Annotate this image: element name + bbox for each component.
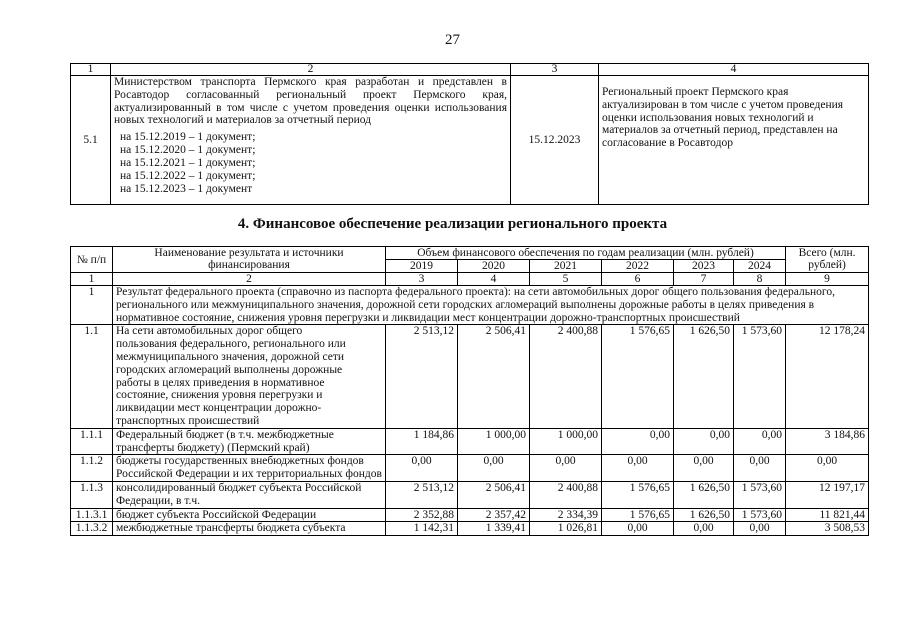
top-header-cell: 1: [71, 64, 111, 76]
value-cell: 0,00: [386, 455, 458, 482]
value-cell: 1 339,41: [458, 522, 530, 536]
value-cell: 2 506,41: [458, 325, 530, 428]
value-cell: 0,00: [602, 522, 674, 536]
index-cell: 7: [674, 273, 734, 286]
value-cell: 2 400,88: [530, 325, 602, 428]
task-description-cell: [111, 76, 511, 205]
result-description: Региональный проект Пермского края актуализирован в том числе с учетом проведения оценки использования новых технологий и материалов за отчетный период, представлен на согласование в Росавтодор: [599, 76, 869, 205]
total-cell: 12 197,17: [786, 481, 869, 508]
value-cell: 0,00: [458, 455, 530, 482]
row-name: бюджет субъекта Российской Федерации: [113, 508, 386, 522]
value-cell: 0,00: [674, 455, 734, 482]
index-cell: 4: [458, 273, 530, 286]
year-header: 2021: [530, 260, 602, 273]
value-cell: 1 000,00: [530, 428, 602, 455]
column-index-row: [71, 273, 869, 286]
top-table-header-row: [71, 64, 869, 76]
value-cell: 2 334,39: [530, 508, 602, 522]
deadline-date: 15.12.2023: [511, 76, 599, 205]
list-item: на 15.12.2021 – 1 документ;: [120, 157, 256, 170]
value-cell: 2 400,88: [530, 481, 602, 508]
year-header: 2024: [734, 260, 786, 273]
header-name: Наименование результата и источники финансирования: [113, 247, 386, 273]
index-cell: 2: [113, 273, 386, 286]
value-cell: 1 573,60: [734, 325, 786, 428]
value-cell: 0,00: [734, 522, 786, 536]
total-cell: 3 184,86: [786, 428, 869, 455]
list-item: на 15.12.2019 – 1 документ;: [120, 131, 256, 144]
top-table: [70, 63, 869, 205]
value-cell: 0,00: [674, 428, 734, 455]
page-number: 27: [445, 32, 460, 48]
row-name: межбюджетные трансферты бюджета субъекта: [113, 522, 386, 536]
top-header-cell: 2: [111, 64, 511, 76]
value-cell: 1 000,00: [458, 428, 530, 455]
row-number: 1.1.2: [71, 455, 113, 482]
value-cell: 2 352,88: [386, 508, 458, 522]
value-cell: 1 576,65: [602, 508, 674, 522]
value-cell: 0,00: [734, 455, 786, 482]
value-cell: 0,00: [530, 455, 602, 482]
table-row: [71, 76, 869, 205]
header-total: Всего (млн. рублей): [786, 247, 869, 273]
top-header-cell: 3: [511, 64, 599, 76]
section-title: 4. Финансовое обеспечение реализации регионального проекта: [237, 216, 668, 232]
total-cell: 0,00: [786, 455, 869, 482]
result-row: [71, 286, 869, 325]
table-row: [71, 522, 869, 536]
table-row: [71, 455, 869, 482]
index-cell: 3: [386, 273, 458, 286]
total-cell: 12 178,24: [786, 325, 869, 428]
value-cell: 1 026,81: [530, 522, 602, 536]
financing-header-row: [71, 247, 869, 260]
index-cell: 5: [530, 273, 602, 286]
header-volume: Объем финансового обеспечения по годам реализации (млн. рублей): [386, 247, 786, 260]
table-row: [71, 481, 869, 508]
list-item: на 15.12.2022 – 1 документ;: [120, 170, 256, 183]
year-header: 2022: [602, 260, 674, 273]
task-description: Министерством транспорта Пермского края разработан и представлен в Росавтодор согласованный региональный проект Пермского края, актуализированный в том числе с учетом проведения оценки использования новых технологий и материалов за отчетный период: [114, 76, 507, 127]
value-cell: 1 626,50: [674, 508, 734, 522]
table-row: [71, 428, 869, 455]
value-cell: 1 573,60: [734, 481, 786, 508]
table-row: [71, 325, 869, 428]
index-cell: 8: [734, 273, 786, 286]
index-cell: 1: [71, 273, 113, 286]
list-item: на 15.12.2023 – 1 документ: [120, 183, 253, 196]
row-name: На сети автомобильных дорог общего пользования федерального, регионального или межмуниципального значения, дорожной сети городских агломераций выполнены дорожные работы в целях приведения в нормативное состояние, снижения уровня перегрузки и ликвидации мест концентрации дорожно-транспортных происшествий: [113, 325, 386, 428]
row-number: 1.1.1: [71, 428, 113, 455]
result-text: Результат федерального проекта (справочно из паспорта федерального проекта): на сети автомобильных дорог общего пользования федерального, регионального или межмуниципального значения, дорожной сети городских агломераций выполнены дорожные работы в целях приведения в нормативное состояние, снижения уровня перегрузки и ликвидации мест концентрации дорожно-транспортных происшествий: [113, 286, 869, 325]
row-number: 1: [71, 286, 113, 325]
value-cell: 0,00: [602, 428, 674, 455]
row-number: 1.1: [71, 325, 113, 428]
value-cell: 0,00: [734, 428, 786, 455]
value-cell: 1 576,65: [602, 481, 674, 508]
value-cell: 2 506,41: [458, 481, 530, 508]
value-cell: 1 184,86: [386, 428, 458, 455]
value-cell: 2 513,12: [386, 481, 458, 508]
header-num: № п/п: [71, 247, 113, 273]
total-cell: 3 508,53: [786, 522, 869, 536]
row-name: Федеральный бюджет (в т.ч. межбюджетные трансферты бюджету) (Пермский край): [113, 428, 386, 455]
table-row: [71, 508, 869, 522]
year-header: 2023: [674, 260, 734, 273]
row-name: консолидированный бюджет субъекта Российской Федерации, в т.ч.: [113, 481, 386, 508]
value-cell: 2 357,42: [458, 508, 530, 522]
year-header: 2019: [386, 260, 458, 273]
year-header: 2020: [458, 260, 530, 273]
value-cell: 1 626,50: [674, 481, 734, 508]
index-cell: 9: [786, 273, 869, 286]
financing-table: [70, 246, 869, 536]
schedule-list: [114, 131, 507, 196]
list-item: на 15.12.2020 – 1 документ;: [120, 144, 256, 157]
row-number: 1.1.3: [71, 481, 113, 508]
value-cell: 1 573,60: [734, 508, 786, 522]
row-number: 1.1.3.2: [71, 522, 113, 536]
row-name: бюджеты государственных внебюджетных фондов Российской Федерации и их территориальных фондов: [113, 455, 386, 482]
index-cell: 6: [602, 273, 674, 286]
value-cell: 0,00: [602, 455, 674, 482]
value-cell: 1 626,50: [674, 325, 734, 428]
value-cell: 2 513,12: [386, 325, 458, 428]
value-cell: 1 576,65: [602, 325, 674, 428]
total-cell: 11 821,44: [786, 508, 869, 522]
value-cell: 1 142,31: [386, 522, 458, 536]
top-header-cell: 4: [599, 64, 869, 76]
row-number: 5.1: [71, 76, 111, 205]
row-number: 1.1.3.1: [71, 508, 113, 522]
value-cell: 0,00: [674, 522, 734, 536]
